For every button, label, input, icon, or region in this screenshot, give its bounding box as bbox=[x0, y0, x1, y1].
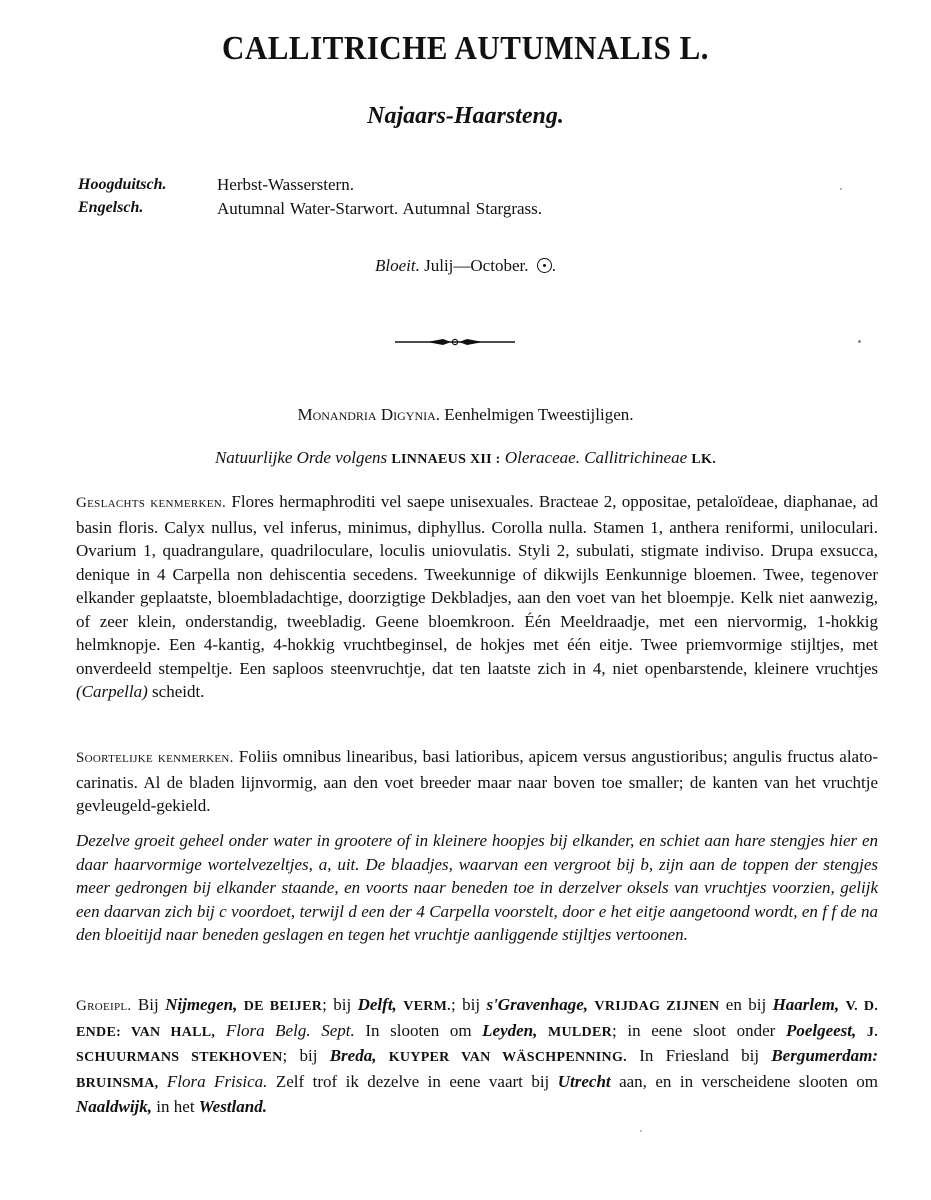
habitat-text: ; bij bbox=[450, 995, 481, 1014]
class-dutch: Eenhelmigen Tweestijligen. bbox=[444, 405, 634, 424]
place-delft: Delft, bbox=[357, 995, 397, 1014]
place-bergumerdam: Bergumerdam: bbox=[771, 1046, 879, 1065]
author-bruinsma: BRUINSMA, bbox=[76, 1075, 159, 1091]
genus-dutch-end: scheidt. bbox=[152, 682, 205, 701]
habitat-text: In Friesland bij bbox=[639, 1046, 760, 1065]
species-text: Foliis omnibus linearibus, basi latioribus, apicem versus angustioribus; angulis fructus alato-carinatis. Al de bladen lijnvormig, aan den voet breeder maar naar boven toe smaller; de kanten van het vruchtje gevleugeld-gekield. bbox=[76, 747, 878, 815]
ornament-divider-icon bbox=[395, 332, 515, 352]
bloom-period-dot: . bbox=[551, 256, 556, 275]
habitat-text: Bij bbox=[137, 995, 159, 1014]
habitat-text: Zelf trof ik dezelve in eene vaart bij bbox=[275, 1071, 550, 1091]
bloom-line bbox=[0, 256, 931, 276]
place-nijmegen: Nijmegen, bbox=[165, 995, 238, 1014]
author-schuurmans-stekhoven: J. SCHUURMANS STEKHOVEN bbox=[76, 1024, 878, 1065]
habitat-text: ; bij bbox=[282, 1046, 318, 1065]
habitat-text: aan, en in verscheidene slooten om bbox=[619, 1071, 879, 1091]
place-breda: Breda, bbox=[329, 1046, 377, 1065]
order-family: Callitrichineae bbox=[584, 448, 688, 467]
annual-symbol-icon bbox=[537, 258, 552, 273]
english-label: Engelsch. bbox=[78, 199, 144, 216]
german-label: Hoogduitsch. bbox=[78, 176, 167, 193]
author-van-hall: V. D. ENDE: VAN HALL, bbox=[76, 999, 879, 1040]
genus-dutch: Tweekunnige of dikwijls Eenkunnige bloemen. Twee, tegenover elkander geplaatste, bloembladachtige, doorzigtige Dekbladjes, aan den voet van het bloempje. Kelk niet aanwezig, of zeer klein, onderstandig, tweebladig. Geene bloemkroon. Één Meeldraadje, met een niervormig, 1-hokkig helmknopje. Een 4-kantig, 4-hokkig vruchtbeginsel, de hokjes met één eitje. Twee priemvormige stijltjes, met onverdeeld stempeltje. Een saploos steenvruchtje, dat ten laatste zich in 4, niet openbarstende, kleinere vruchtjes bbox=[76, 564, 879, 678]
ref-flora-frisica: Flora Frisica. bbox=[166, 1071, 268, 1091]
german-name: Herbst-Wasserstern. bbox=[217, 175, 354, 194]
place-leyden: Leyden, bbox=[482, 1020, 538, 1040]
habitat-text: in het bbox=[156, 1097, 195, 1116]
genus-heading: Geslachts kenmerken. bbox=[76, 495, 227, 511]
description: Dezelve groeit geheel onder water in grootere of in kleinere hoopjes bij elkander, en schiet aan hare stengjes hier en daar haarvormige wortelvezeltjes, a, uit. De blaadjes, waarvan een vergroot bij b, zijn aan de toppen der stengjes meer gedrongen bij elkander staande, en voorts naar beneden toe in derzelver oksels van vruchtjes voorzien, gelijk een daarvan zich bij c voordoet, terwijl d een der 4 Carpella voorstelt, door e het eitje aangetoond wordt, en f f de na den bloeitijd naar beneden geslagen en tegen het vruchtje aanliggende stijltjes vertoonen. bbox=[76, 831, 878, 944]
author-kuyper: KUYPER VAN WÄSCHPENNING. bbox=[388, 1050, 627, 1065]
habitat bbox=[76, 993, 878, 1119]
habitat-text: ; bij bbox=[322, 995, 352, 1014]
dutch-name: Najaars-Haarsteng. bbox=[367, 103, 564, 129]
species-characters bbox=[76, 745, 878, 818]
place-haarlem: Haarlem, bbox=[772, 995, 840, 1014]
paper-speck bbox=[840, 188, 842, 190]
class-latin: Monandria Digynia. bbox=[297, 405, 441, 424]
species-heading: Soortelijke kenmerken. bbox=[76, 750, 234, 766]
order-oleraceae: Oleraceae. bbox=[504, 448, 580, 467]
habitat-text: In slooten om bbox=[365, 1020, 472, 1040]
author-vrijdag-zijnen: VRIJDAG ZIJNEN bbox=[594, 999, 720, 1014]
natural-order bbox=[0, 448, 931, 468]
english-name: Autumnal Water-Starwort. Autumnal Stargrass. bbox=[217, 199, 543, 218]
ref-flora-belg: Flora Belg. Sept. bbox=[225, 1020, 355, 1040]
linnaean-class bbox=[0, 405, 931, 425]
genus-carpella: (Carpella) bbox=[76, 682, 148, 701]
author-verm: VERM. bbox=[403, 999, 451, 1014]
paper-speck bbox=[858, 340, 861, 343]
habitat-text: en bij bbox=[725, 995, 767, 1014]
place-westland: Westland. bbox=[198, 1097, 267, 1116]
author-mulder: MULDER bbox=[548, 1024, 613, 1040]
bloom-label: Bloeit. bbox=[375, 256, 420, 275]
place-poelgeest: Poelgeest, bbox=[785, 1020, 857, 1040]
place-naaldwijk: Naaldwijk, bbox=[76, 1097, 153, 1116]
bloom-period: Julij—October. bbox=[424, 256, 529, 275]
habitat-heading: Groeipl. bbox=[76, 998, 132, 1014]
page-title: CALLITRICHE AUTUMNALIS L. bbox=[221, 28, 710, 67]
order-linnaeus: LINNAEUS XII : bbox=[391, 452, 501, 467]
genus-latin: Flores hermaphroditi vel saepe unisexuales. Bracteae 2, oppositae, petaloïdeae, diaphanae, ad basin floris. Calyx nullus, vel inferus, minimus, diphyllus. Corolla nulla. Stamen 1, anthera reniformi, uniloculari. Ovarium 1, quadrangulare, quadriloculare, loculis uniovulatis. Styli 2, subulati, stigmate indiviso. Drupa exsucca, denique in 4 Carpella non dehiscentia secedens. bbox=[76, 492, 878, 584]
order-prefix: Natuurlijke Orde volgens bbox=[214, 448, 388, 467]
habitat-text: ; in eene sloot onder bbox=[612, 1020, 776, 1040]
author-de-beijer: DE BEIJER bbox=[243, 999, 323, 1014]
order-lk: LK. bbox=[691, 452, 717, 467]
paper-speck bbox=[640, 1130, 642, 1132]
place-utrecht: Utrecht bbox=[557, 1071, 611, 1091]
place-gravenhage: s'Gravenhage, bbox=[486, 995, 588, 1014]
genus-characters bbox=[76, 490, 878, 704]
